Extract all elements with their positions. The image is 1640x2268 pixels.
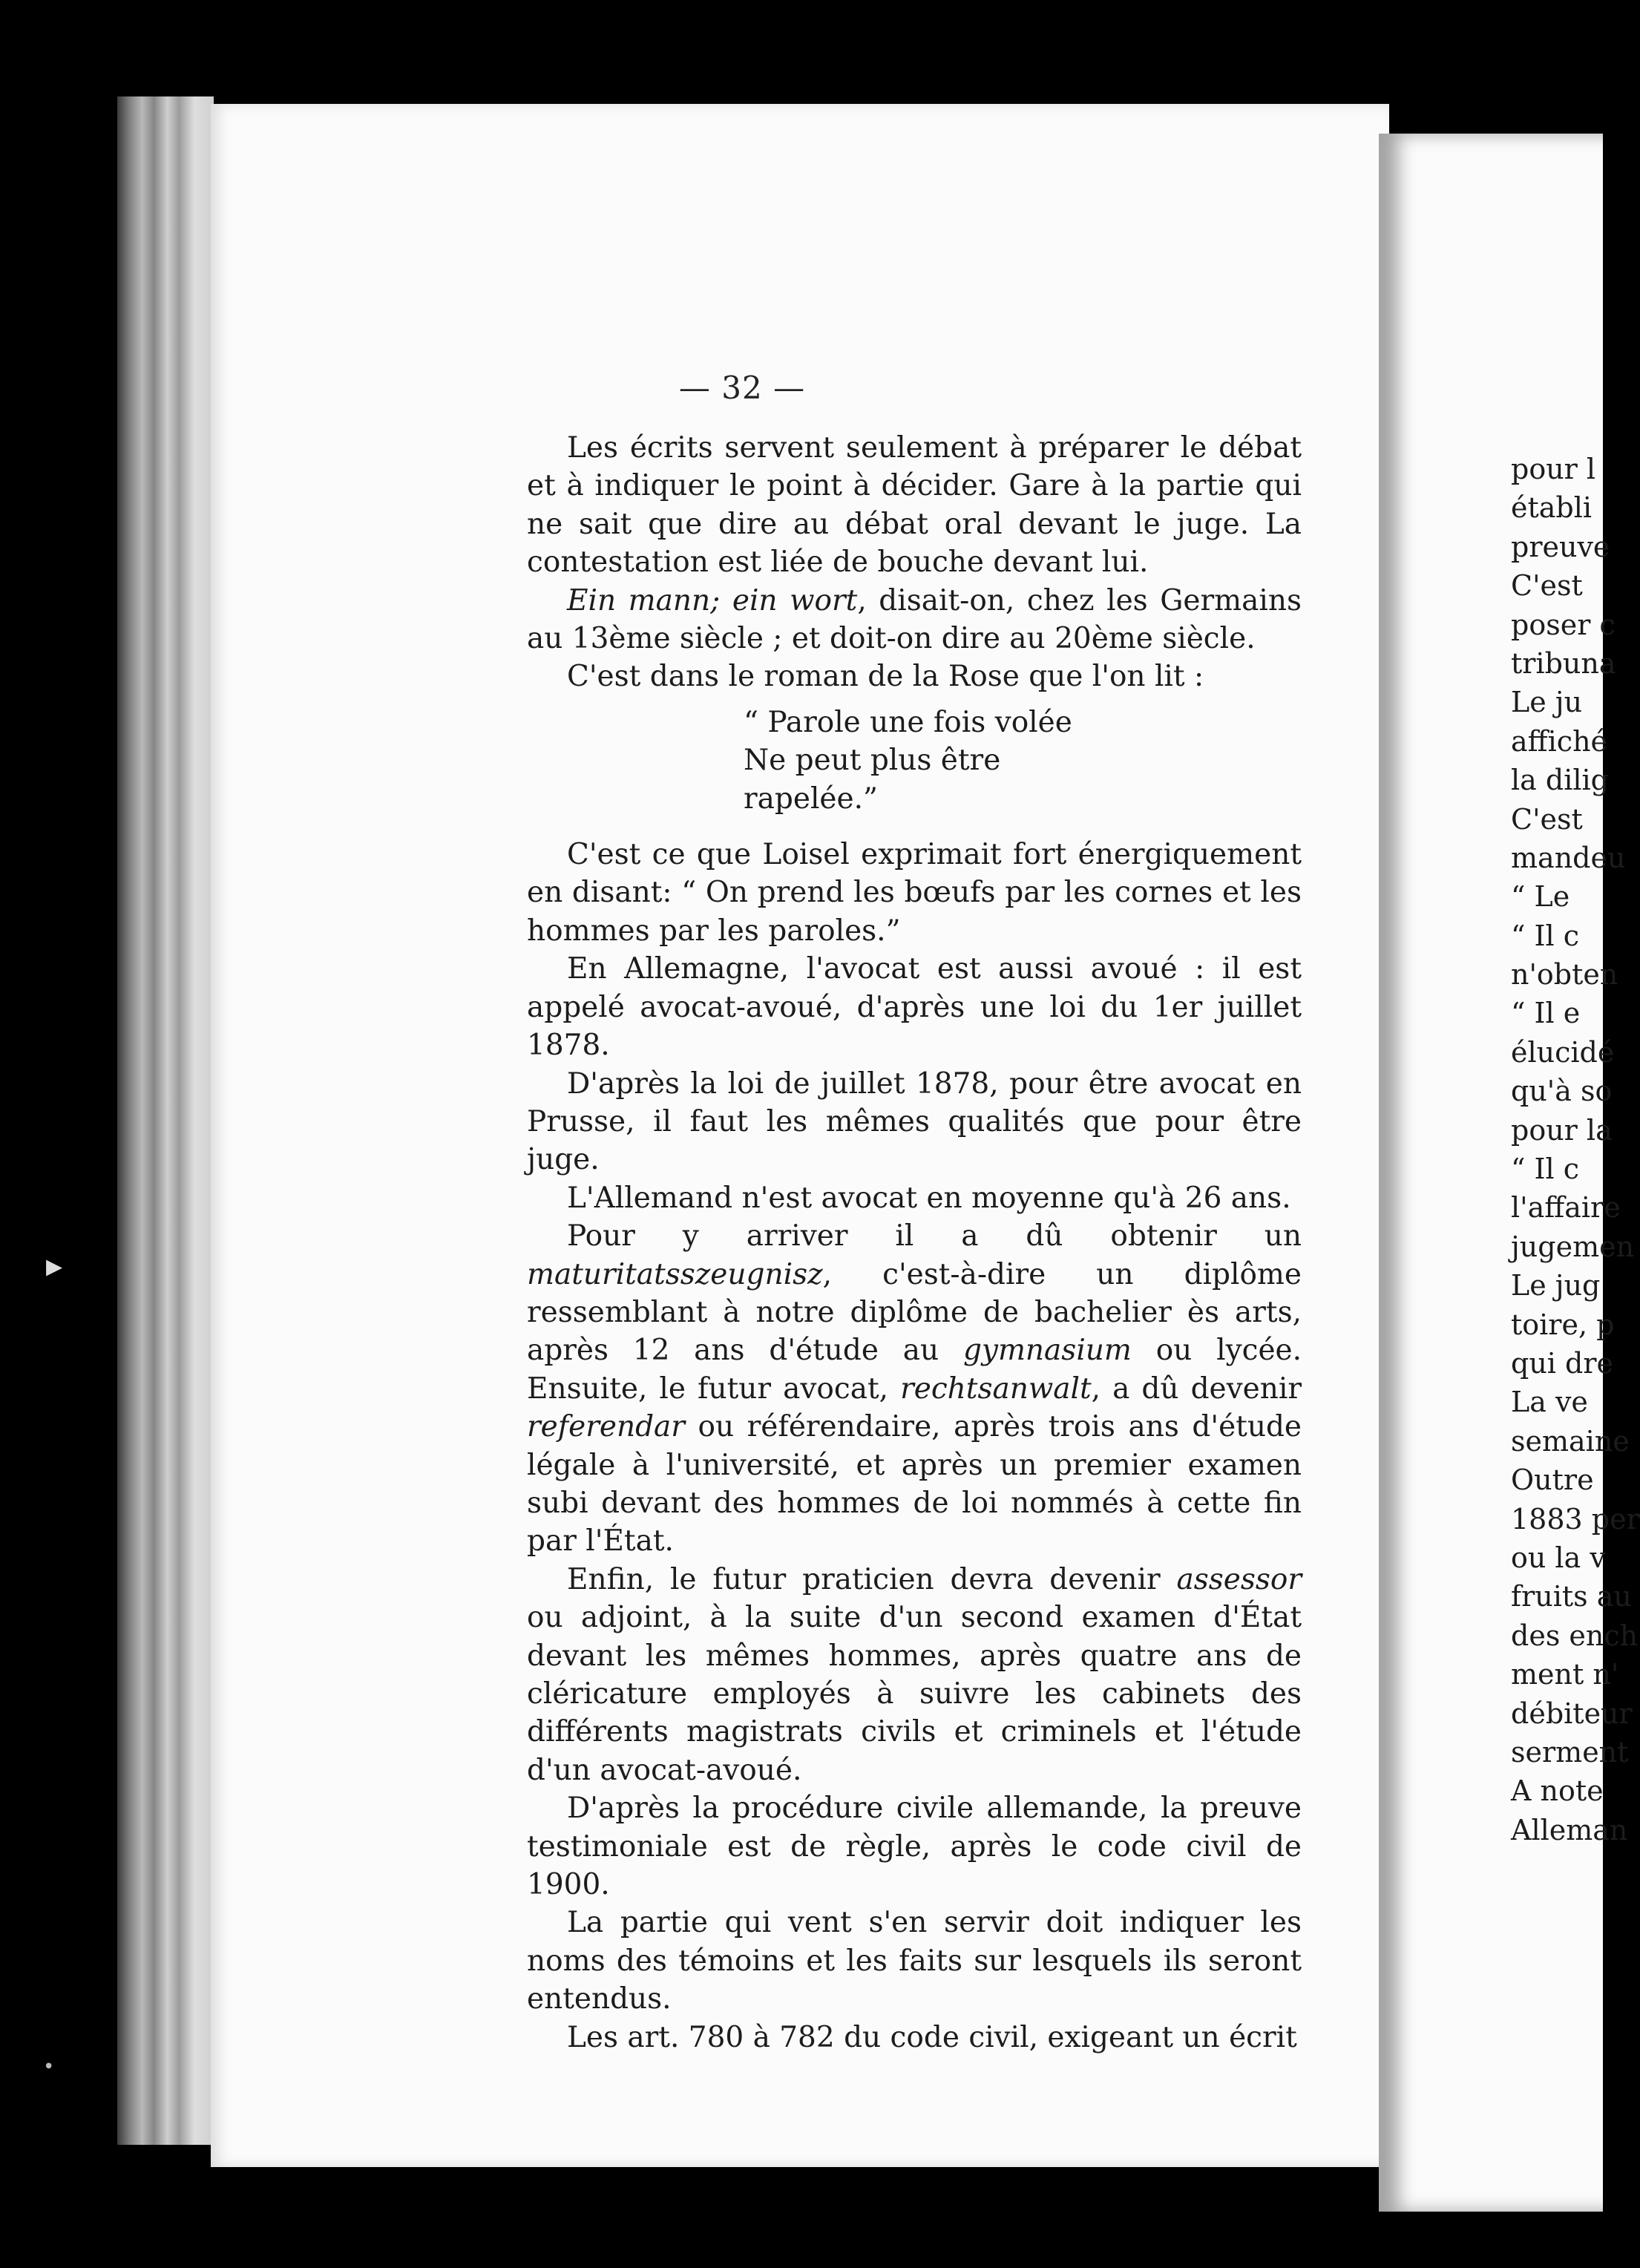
- facing-page-line: pour l: [1511, 453, 1596, 485]
- facing-page-line: 1883 per: [1511, 1502, 1640, 1536]
- page-edge-stack: [117, 96, 214, 2145]
- verse-line: Ne peut plus être rapelée.”: [744, 744, 1001, 816]
- text-run: , disait-on, chez les Germains au 13ème siècle ; et doit-on dire au 20ème siècle.: [527, 583, 1302, 656]
- facing-page-line: jugemen: [1511, 1230, 1635, 1263]
- text-run: , c'est-à-dire un diplôme ressemblant à notre diplôme de bachelier ès arts, après 12 ans d'étude au: [527, 1257, 1302, 1368]
- paragraph: La partie qui vent s'en servir doit indiquer les noms des témoins et les faits sur lesquels ils seront entendus.: [527, 1906, 1302, 2016]
- paragraph: [527, 582, 1302, 658]
- paragraph: Les écrits servent seulement à préparer le débat et à indiquer le point à décider. Gare à la partie qui ne sait que dire au débat oral devant le juge. La contestation est liée de bouche devant lui.: [527, 431, 1302, 580]
- text-run: , a dû devenir: [1091, 1371, 1302, 1406]
- paragraph: Les art. 780 à 782 du code civil, exigeant un écrit: [567, 2020, 1297, 2054]
- facing-page-line: élucidé: [1511, 1035, 1615, 1069]
- facing-page-line: ment n': [1511, 1658, 1619, 1691]
- paragraph: [527, 1561, 1302, 1789]
- text-run: ou adjoint, à la suite d'un second examen d'État devant les mêmes hommes, après quatre ans de cléricature employés à suivre les cabinets des différents magistrats civils et criminels et l'étude d'un avocat-avoué.: [527, 1601, 1302, 1787]
- text-run: ou lycée. Ensuite, le futur avocat,: [527, 1334, 1302, 1406]
- paragraph: C'est dans le roman de la Rose que l'on lit :: [567, 660, 1204, 694]
- italic-term: referendar: [527, 1410, 685, 1444]
- facing-page-text: [1511, 450, 1640, 1849]
- text-run: Enfin, le futur praticien devra devenir: [567, 1562, 1177, 1596]
- facing-page-line: C'est: [1511, 802, 1583, 836]
- facing-page-line: Le ju: [1511, 686, 1583, 719]
- paragraph: D'après la procédure civile allemande, la preuve testimoniale est de règle, après le code civil de 1900.: [527, 1792, 1302, 1902]
- facing-page-line: mandeu: [1511, 841, 1626, 874]
- facing-page-line: qui dre: [1511, 1346, 1614, 1380]
- italic-term: gymnasium: [962, 1334, 1132, 1368]
- facing-page-line: “ Il c: [1511, 919, 1580, 952]
- facing-page-line: A note: [1511, 1774, 1604, 1808]
- page-number: — 32 —: [678, 370, 806, 406]
- italic-term: maturitatsszeugnisz: [527, 1257, 823, 1291]
- facing-page-line: la dilig: [1511, 764, 1609, 797]
- facing-page-line: qu'à so: [1511, 1075, 1613, 1108]
- facing-page-line: “ Il e: [1511, 997, 1581, 1030]
- facing-page-line: Le jug: [1511, 1269, 1601, 1302]
- facing-page-line: Alleman: [1511, 1813, 1628, 1846]
- facing-page-line: fruits au: [1511, 1580, 1632, 1613]
- facing-page-line: établi: [1511, 491, 1593, 525]
- facing-page-line: preuve: [1511, 530, 1610, 563]
- verse-line: “ Parole une fois volée: [744, 705, 1072, 739]
- facing-page-line: des ench: [1511, 1619, 1639, 1652]
- paragraph: L'Allemand n'est avocat en moyenne qu'à 26 ans.: [567, 1181, 1291, 1215]
- scan-artifact: •: [43, 2056, 55, 2078]
- scan-artifact: ▸: [46, 1247, 63, 1285]
- paragraph: D'après la loi de juillet 1878, pour être avocat en Prusse, il faut les mêmes qualités que pour être juge.: [527, 1066, 1302, 1177]
- facing-page-line: n'obten: [1511, 958, 1618, 992]
- facing-page-line: l'affaire: [1511, 1191, 1621, 1225]
- facing-page-line: semaine: [1511, 1424, 1630, 1458]
- facing-page-line: tribuna: [1511, 646, 1616, 680]
- facing-page-line: C'est: [1511, 569, 1583, 603]
- verse-quote: [527, 704, 1302, 818]
- facing-page-line: pour la: [1511, 1113, 1613, 1147]
- paragraph: [527, 1217, 1302, 1561]
- facing-page-line: débiteur: [1511, 1697, 1633, 1730]
- facing-page-line: serment: [1511, 1735, 1629, 1769]
- paragraph: C'est ce que Loisel exprimait fort énergiquement en disant: “ On prend les bœufs par les cornes et les hommes par les paroles.”: [527, 838, 1302, 948]
- italic-phrase: Ein mann; ein wort: [567, 583, 858, 617]
- facing-page-line: ou la v: [1511, 1541, 1606, 1574]
- paragraph: En Allemagne, l'avocat est aussi avoué : il est appelé avocat-avoué, d'après une loi du 1er juillet 1878.: [527, 952, 1302, 1063]
- facing-page-line: poser c: [1511, 608, 1616, 641]
- main-text-column: [527, 429, 1302, 2056]
- facing-page-line: “ Le: [1511, 880, 1570, 914]
- text-run: Pour y arriver il a dû obtenir un: [567, 1219, 1302, 1253]
- italic-term: rechtsanwalt: [900, 1371, 1092, 1406]
- facing-page-line: toire, p: [1511, 1308, 1615, 1341]
- italic-term: assessor: [1176, 1562, 1302, 1596]
- facing-page-line: La ve: [1511, 1386, 1588, 1419]
- facing-page-line: affiché: [1511, 724, 1608, 758]
- text-run: ou référendaire, après trois ans d'étude légale à l'université, et après un premier examen subi devant des hommes de loi nommés à cette fin par l'État.: [527, 1410, 1302, 1559]
- facing-page-line: Outre: [1511, 1464, 1594, 1497]
- facing-page-line: “ Il c: [1511, 1153, 1580, 1186]
